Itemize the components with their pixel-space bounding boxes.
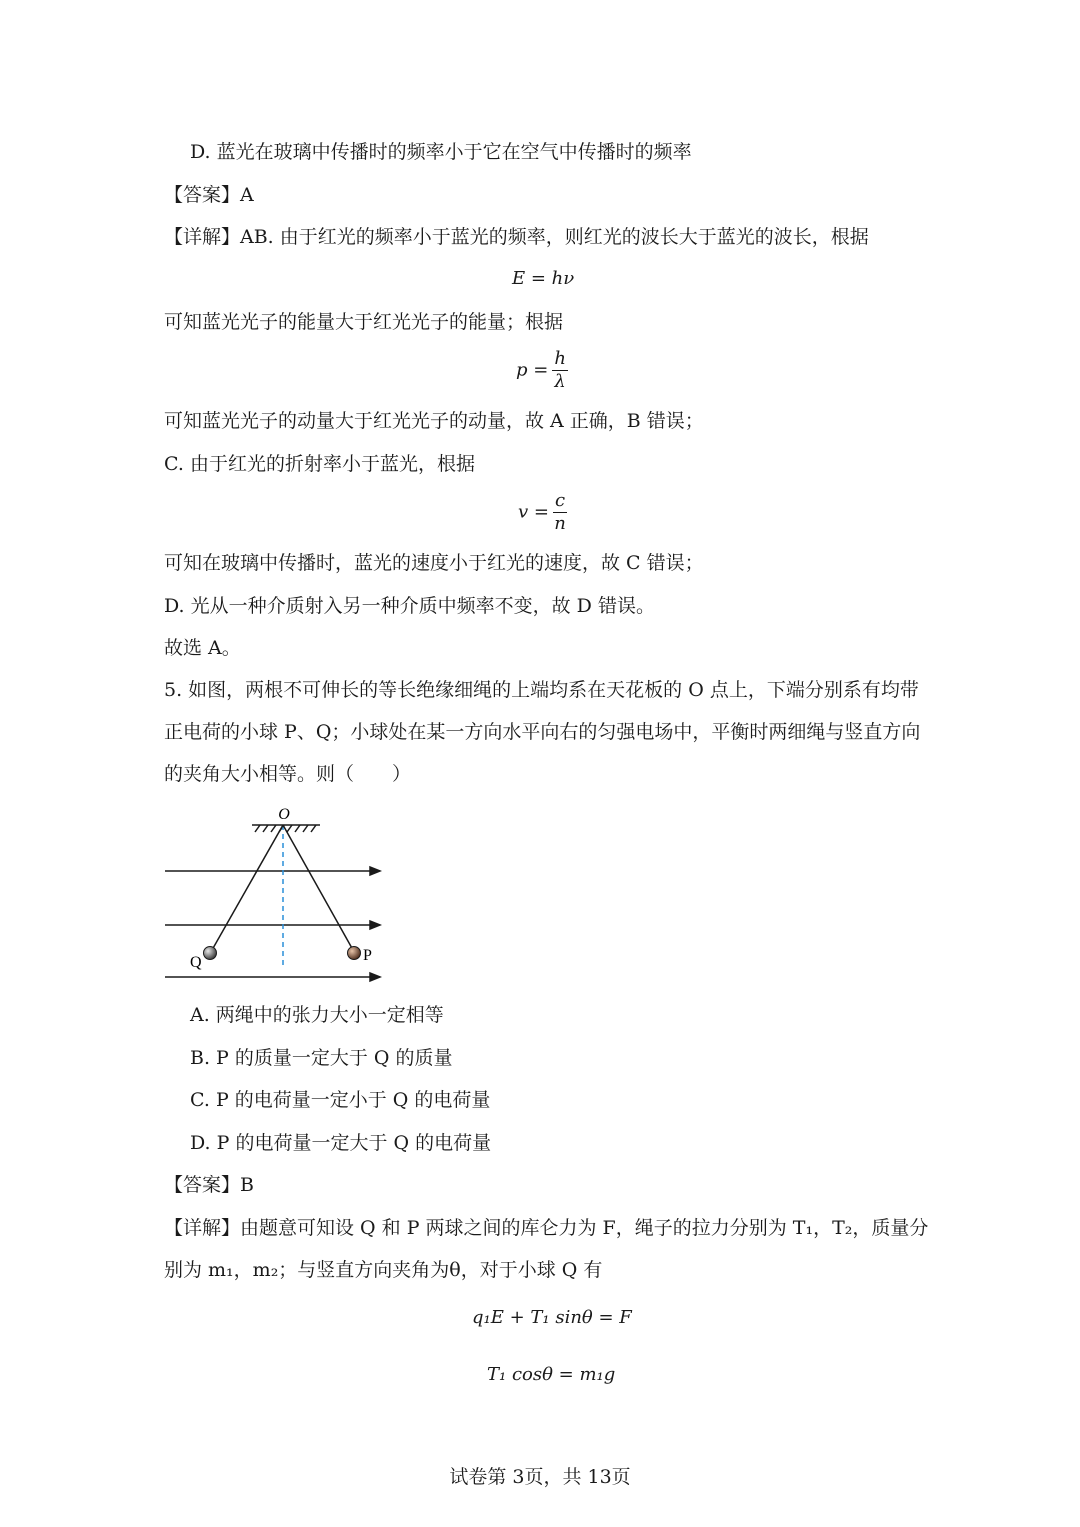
- detail-q4-line2: 可知蓝光光子的能量大于红光光子的能量；根据: [164, 311, 564, 333]
- formula-momentum-lhs: p =: [516, 359, 549, 381]
- option-c: C. P 的电荷量一定小于 Q 的电荷量: [190, 1089, 491, 1111]
- formula-energy: E = hν: [512, 268, 575, 289]
- detail-q5-line2: 别为 m₁，m₂；与竖直方向夹角为θ，对于小球 Q 有: [164, 1259, 603, 1281]
- pendulum-field-figure: [160, 800, 390, 985]
- page-footer: 试卷第 3页，共 13页: [449, 1466, 631, 1488]
- formula-q-horizontal: q₁E + T₁ sinθ = F: [472, 1307, 632, 1328]
- denominator: n: [554, 513, 566, 534]
- string-p: [283, 825, 353, 950]
- detail-q4-line5: 可知在玻璃中传播时，蓝光的速度小于红光的速度，故 C 错误；: [164, 552, 704, 574]
- question-5-line2: 正电荷的小球 P、Q；小球处在某一方向水平向右的匀强电场中，平衡时两细绳与竖直方向: [164, 721, 921, 743]
- question-5-line1: 5. 如图，两根不可伸长的等长绝缘细绳的上端均系在天花板的 O 点上，下端分别系有均带: [164, 679, 919, 701]
- detail-q4-line6: D. 光从一种介质射入另一种介质中频率不变，故 D 错误。: [164, 595, 655, 617]
- answer-q5: 【答案】B: [164, 1174, 254, 1196]
- question-5-line3: 的夹角大小相等。则（ ）: [164, 763, 412, 785]
- label-q: Q: [190, 954, 202, 971]
- fraction: [553, 490, 567, 535]
- ball-q: [204, 947, 217, 960]
- answer-q4: 【答案】A: [164, 184, 254, 206]
- formula-momentum: [516, 348, 568, 393]
- option-d-prev: D. 蓝光在玻璃中传播时的频率小于它在空气中传播时的频率: [190, 141, 692, 163]
- formula-velocity: [518, 490, 567, 535]
- label-o: O: [278, 806, 290, 823]
- option-b: B. P 的质量一定大于 Q 的质量: [190, 1047, 453, 1069]
- option-a: A. 两绳中的张力大小一定相等: [190, 1004, 444, 1026]
- denominator: λ: [554, 371, 566, 392]
- formula-q-vertical: T₁ cosθ = m₁g: [487, 1364, 616, 1385]
- ball-p: [348, 947, 361, 960]
- string-q: [212, 825, 283, 950]
- detail-q4-line7: 故选 A。: [164, 637, 241, 659]
- fraction: [552, 348, 568, 393]
- detail-q5-line1: 【详解】由题意可知设 Q 和 P 两球之间的库仑力为 F，绳子的拉力分别为 T₁，T₂，质量分: [164, 1217, 929, 1239]
- numerator: h: [554, 348, 566, 369]
- detail-q4-line1: 【详解】AB. 由于红光的频率小于蓝光的频率，则红光的波长大于蓝光的波长，根据: [164, 226, 869, 248]
- numerator: c: [554, 490, 566, 511]
- label-p: P: [363, 947, 372, 964]
- option-d: D. P 的电荷量一定大于 Q 的电荷量: [190, 1132, 492, 1154]
- detail-q4-line4: C. 由于红光的折射率小于蓝光，根据: [164, 453, 475, 475]
- detail-q4-line3: 可知蓝光光子的动量大于红光光子的动量，故 A 正确，B 错误；: [164, 410, 704, 432]
- formula-velocity-lhs: v =: [518, 501, 549, 523]
